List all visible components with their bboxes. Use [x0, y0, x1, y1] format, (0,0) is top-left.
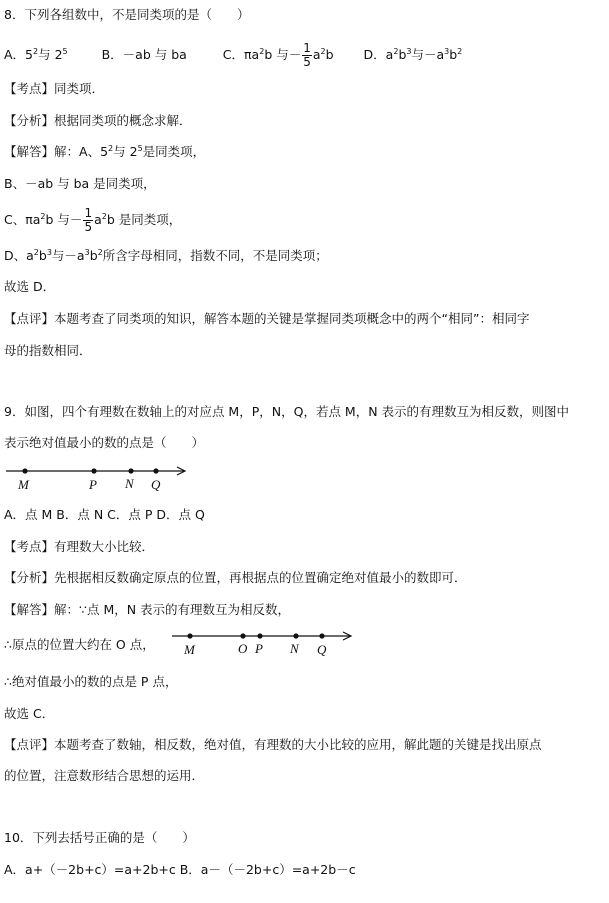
q8-option-d: D．$a^2b^3$与$-a^3b^2$: [363, 47, 463, 62]
q9-dianping-cont: 的位置，注意数形结合思想的运用．: [4, 768, 205, 783]
q9-dianping: 【点评】本题考查了数轴，相反数，绝对值，有理数的大小比较的应用，解此题的关键是找出原点: [4, 737, 542, 752]
q9-stem: 9．如图，四个有理数在数轴上的对应点 M，P，N，Q，若点 M，N 表示的有理数互为相反数，则图中: [4, 404, 570, 419]
fraction: $\frac{1}{5}$: [303, 41, 311, 69]
q8-jieda-c: C、$\pi a^2b$ 与－ $\frac{1}{5}$ $a^2b$ 是同类项，: [4, 206, 182, 234]
q8-kaodian: 【考点】同类项．: [4, 81, 105, 96]
label-q: Q: [317, 642, 327, 657]
point-p: [91, 468, 96, 473]
label-o: O: [238, 641, 248, 656]
kaodian-tag: 【考点】: [4, 81, 55, 96]
label-p: P: [89, 477, 97, 492]
q8-choice: 故选 D．: [4, 279, 56, 294]
label-m: M: [184, 642, 195, 657]
q9-stem-cont: 表示绝对值最小的数的点是（ ）: [4, 435, 205, 450]
q8-option-a: A．$5^2$与 $2^5$: [4, 47, 68, 62]
q9-choice: 故选 C．: [4, 706, 55, 721]
jieda-tag: 【解答】: [4, 602, 55, 617]
point-o: [240, 633, 245, 638]
label-n: N: [290, 641, 299, 656]
dianping-tag: 【点评】: [4, 737, 55, 752]
q9-jieda-3: ∴绝对值最小的数的点是 P 点，: [4, 674, 178, 689]
q8-jieda-b: B、－ab 与 ba 是同类项，: [4, 176, 156, 191]
q8-jieda-a: 【解答】解：A、$5^2$与 $2^5$是同类项，: [4, 144, 206, 159]
q9-fenxi: 【分析】先根据相反数确定原点的位置，再根据点的位置确定绝对值最小的数即可．: [4, 570, 467, 585]
q10-options: A．a+（－2b+c）=a+2b+c B．a－（－2b+c）=a+2b－c: [4, 862, 356, 877]
fenxi-tag: 【分析】: [4, 113, 55, 128]
jieda-tag: 【解答】: [4, 144, 55, 159]
point-n: [293, 633, 298, 638]
q8-jieda-d: D、$a^2b^3$与$-a^3b^2$所含字母相同，指数不同，不是同类项；: [4, 248, 328, 263]
q9-jieda: 【解答】解：∵点 M，N 表示的有理数互为相反数，: [4, 602, 291, 617]
q8-fenxi: 【分析】根据同类项的概念求解．: [4, 113, 192, 128]
q8-dianping: 【点评】本题考查了同类项的知识，解答本题的关键是掌握同类项概念中的两个“相同”：相同字: [4, 311, 530, 326]
q9-options: A．点 M B．点 N C．点 P D．点 Q: [4, 507, 205, 522]
kaodian-tag: 【考点】: [4, 539, 55, 554]
label-n: N: [125, 476, 134, 491]
q8-stem: 8．下列各组数中，不是同类项的是（ ）: [4, 7, 250, 22]
point-p: [257, 633, 262, 638]
number-line-2: [168, 626, 358, 660]
point-q: [319, 633, 324, 638]
q9-jieda-2: ∴原点的位置大约在 O 点，: [4, 637, 155, 652]
fenxi-tag: 【分析】: [4, 570, 55, 585]
point-m: [22, 468, 27, 473]
point-q: [153, 468, 158, 473]
point-n: [128, 468, 133, 473]
q8-dianping-cont: 母的指数相同．: [4, 343, 92, 358]
q8-option-c: C．$\pi a^2b$ 与－ $\frac{1}{5}$ $a^2b$: [222, 41, 334, 69]
dianping-tag: 【点评】: [4, 311, 55, 326]
q10-stem: 10．下列去括号正确的是（ ）: [4, 830, 195, 845]
label-m: M: [18, 477, 29, 492]
number-line-1: [0, 460, 200, 494]
label-p: P: [255, 641, 263, 656]
q8-options: [4, 42, 462, 69]
point-m: [187, 633, 192, 638]
label-q: Q: [151, 477, 161, 492]
q8-option-b: B．－ab 与 ba: [101, 47, 187, 62]
q9-kaodian: 【考点】有理数大小比较．: [4, 539, 155, 554]
fraction: $\frac{1}{5}$: [84, 206, 93, 234]
